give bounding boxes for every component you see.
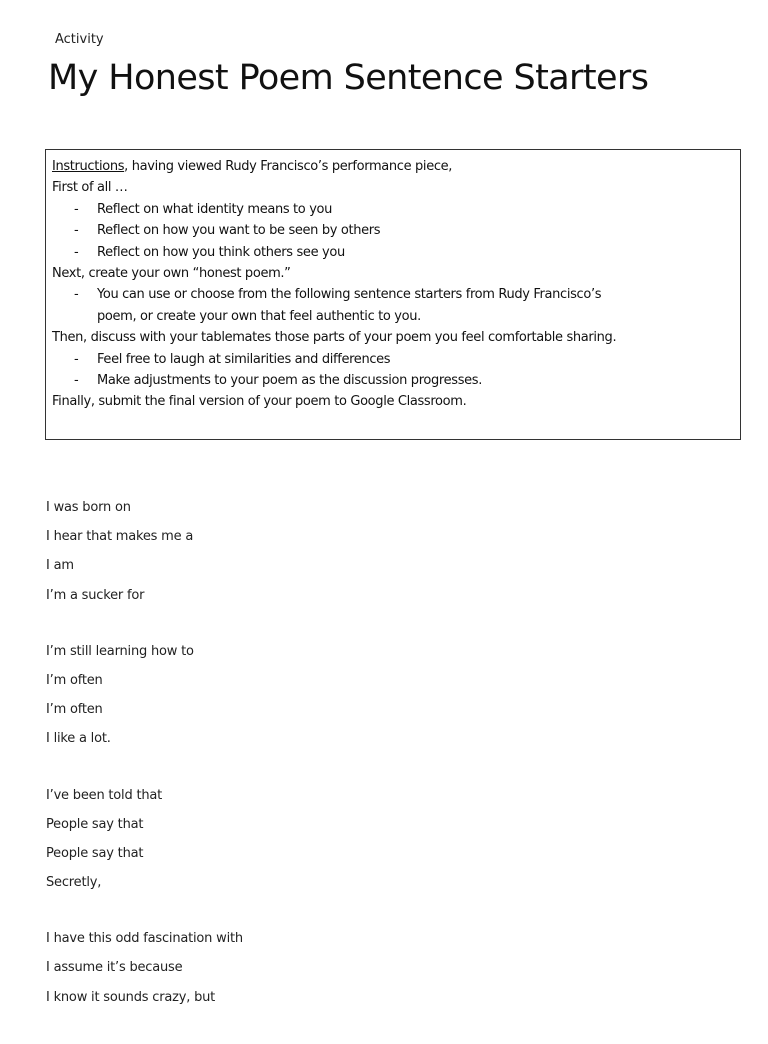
bullet-dash: - — [74, 373, 79, 389]
instructions-first: First of all … — [52, 180, 128, 196]
sentence-starter: People say that — [46, 816, 144, 832]
bullet-dash: - — [74, 201, 79, 217]
sentence-starter: People say that — [46, 845, 144, 861]
instruction-bullet — [52, 220, 740, 241]
instruction-bullet-text: Reflect on how you want to be seen by others — [97, 223, 381, 239]
sentence-starter: I know it sounds crazy, but — [46, 989, 216, 1005]
sentence-starter: I have this odd fascination with — [46, 931, 243, 947]
instructions-intro — [52, 156, 740, 177]
instructions-box — [45, 149, 741, 440]
sentence-starter: I’ve been told that — [46, 787, 163, 803]
sentence-starter: I like a lot. — [46, 731, 111, 747]
instruction-bullet — [52, 349, 740, 370]
instruction-bullet-continuation: poem, or create your own that feel authentic to you. — [97, 308, 421, 324]
sentence-starter: I’m often — [46, 672, 103, 688]
instruction-bullet — [52, 199, 740, 220]
sentence-starter: Secretly, — [46, 875, 102, 891]
instructions-then: Then, discuss with your tablemates those parts of your poem you feel comfortable sharing. — [52, 330, 617, 346]
sentence-starter: I’m a sucker for — [46, 587, 145, 603]
bullet-dash: - — [74, 351, 79, 367]
instruction-bullet-text: Feel free to laugh at similarities and differences — [97, 351, 391, 367]
activity-kicker: Activity — [55, 32, 104, 47]
starter-group — [46, 498, 243, 615]
starter-group — [46, 786, 243, 903]
instruction-bullet-text: Reflect on what identity means to you — [97, 201, 333, 217]
instruction-bullet — [52, 242, 740, 263]
instructions-intro-text: , having viewed Rudy Francisco’s performance piece, — [124, 159, 453, 174]
bullet-dash: - — [74, 287, 79, 303]
starter-group — [46, 642, 243, 759]
sentence-starters — [46, 498, 243, 1044]
bullet-dash: - — [74, 223, 79, 239]
bullet-dash: - — [74, 244, 79, 260]
instructions-label: Instructions — [52, 159, 125, 174]
starter-group — [46, 929, 243, 1017]
sentence-starter: I am — [46, 558, 74, 574]
sentence-starter: I’m still learning how to — [46, 643, 194, 659]
sentence-starter: I hear that makes me a — [46, 529, 194, 545]
instructions-next: Next, create your own “honest poem.” — [52, 266, 291, 282]
instruction-bullet-text: You can use or choose from the following sentence starters from Rudy Francisco’s — [97, 287, 602, 303]
instructions-finally: Finally, submit the final version of your poem to Google Classroom. — [52, 394, 467, 410]
sentence-starter: I assume it’s because — [46, 960, 183, 976]
sentence-starter: I’m often — [46, 702, 103, 718]
instruction-bullet — [52, 284, 740, 305]
sentence-starter: I was born on — [46, 500, 131, 515]
instruction-bullet-text: Reflect on how you think others see you — [97, 244, 345, 260]
instruction-bullet — [52, 370, 740, 391]
page-title: My Honest Poem Sentence Starters — [48, 58, 649, 98]
instruction-bullet-text: Make adjustments to your poem as the discussion progresses. — [97, 373, 482, 389]
